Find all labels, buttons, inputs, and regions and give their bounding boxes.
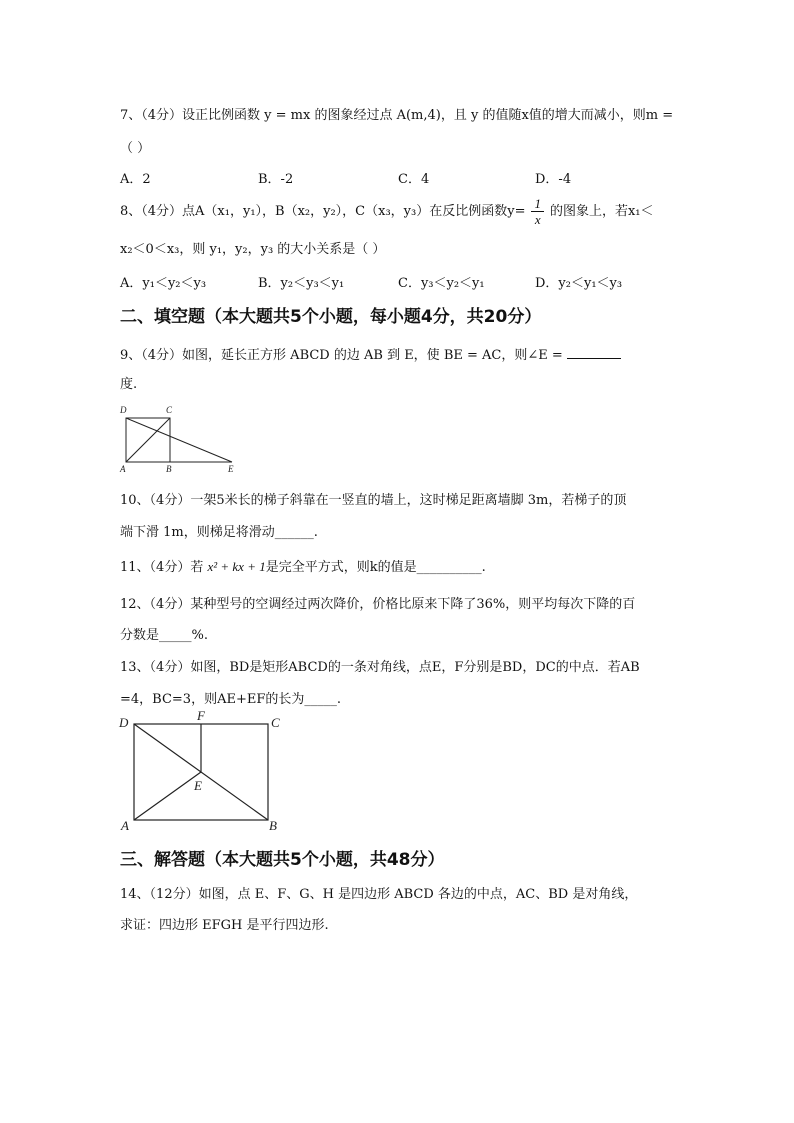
q9-label-b: B: [166, 464, 172, 474]
q11-expression: x² + kx + 1: [207, 559, 266, 574]
q10-line1: 10、（4分）一架5米长的梯子斜靠在一竖直的墙上，这时梯足距离墙脚 3m，若梯子的顶: [120, 493, 627, 508]
q9-label-c: C: [166, 405, 173, 415]
q9-figure: [116, 402, 246, 474]
q13-label-e: E: [194, 778, 202, 793]
q8-line2: x₂＜0＜x₃，则 y₁，y₂，y₃ 的大小关系是（ ）: [120, 242, 386, 257]
q8-option-b: B．y₂＜y₃＜y₁: [258, 276, 345, 291]
q7-line1: 7、（4分）设正比例函数 y = mx 的图象经过点 A(m,4)，且 y 的值随x值的增大而减小，则m =: [120, 108, 674, 123]
q8-frac-den: x: [534, 212, 541, 227]
q9-label-a: A: [120, 464, 126, 474]
q13-label-f: F: [197, 708, 205, 723]
q8-option-a: A．y₁＜y₂＜y₃: [120, 276, 207, 291]
q9-text: 9、（4分）如图，延长正方形 ABCD 的边 AB 到 E，使 BE = AC，则∠E =: [120, 348, 563, 363]
q7-option-c: C．4: [398, 172, 430, 187]
q8-option-d: D．y₂＜y₁＜y₃: [535, 276, 623, 291]
q11-line: [120, 556, 486, 575]
q12-line1: 12、（4分）某种型号的空调经过两次降价，价格比原来下降了36%，则平均每次下降的百: [120, 597, 636, 612]
q9-label-e: E: [228, 464, 234, 474]
section-3-heading: 三、解答题（本大题共5个小题，共48分）: [120, 850, 445, 870]
q12-line2: 分数是_____%.: [120, 628, 208, 643]
q9-diagonal-ac: [126, 418, 170, 462]
q9-answer-blank: [567, 346, 621, 359]
q7-option-a: A．2: [120, 172, 151, 187]
q8-fraction: [531, 196, 544, 227]
q14-line1: 14、（12分）如图，点 E、F、G、H 是四边形 ABCD 各边的中点，AC、BD 是对角线，: [120, 887, 638, 902]
q8-option-c: C．y₃＜y₂＜y₁: [398, 276, 485, 291]
q13-line1: 13、（4分）如图，BD是矩形ABCD的一条对角线，点E，F分别是BD，DC的中点．若AB: [120, 660, 640, 675]
q14-line2: 求证：四边形 EFGH 是平行四边形.: [120, 918, 329, 933]
q13-label-b: B: [269, 818, 277, 833]
q8-frac-num: 1: [531, 196, 544, 212]
q13-line2: =4，BC=3，则AE+EF的长为_____.: [120, 692, 341, 707]
q8-line1: [120, 196, 654, 227]
q10-line2: 端下滑 1m，则梯足将滑动______.: [120, 525, 318, 540]
q9-line2: 度.: [120, 377, 138, 392]
q8-line1-before: 8、（4分）点A（x₁，y₁），B（x₂，y₂），C（x₃，y₃）在反比例函数y=: [120, 204, 526, 219]
q13-label-c: C: [271, 715, 280, 730]
q11-after: 是完全平方式，则k的值是__________.: [265, 560, 486, 575]
q9-segment-de: [126, 418, 232, 462]
q7-option-d: D．-4: [535, 172, 572, 187]
q11-before: 11、（4分）若: [120, 560, 204, 575]
q7-option-b: B．-2: [258, 172, 294, 187]
q9-line1: [120, 344, 621, 363]
q13-label-d: D: [119, 715, 129, 730]
q8-line1-after: 的图象上，若x₁＜: [549, 204, 654, 219]
q7-line2: （ ）: [120, 141, 151, 156]
q13-label-a: A: [121, 818, 129, 833]
q13-figure: [116, 706, 291, 834]
q13-segment-ae: [134, 772, 201, 820]
q9-label-d: D: [120, 405, 127, 415]
section-2-heading: 二、填空题（本大题共5个小题，每小题4分，共20分）: [120, 307, 542, 327]
